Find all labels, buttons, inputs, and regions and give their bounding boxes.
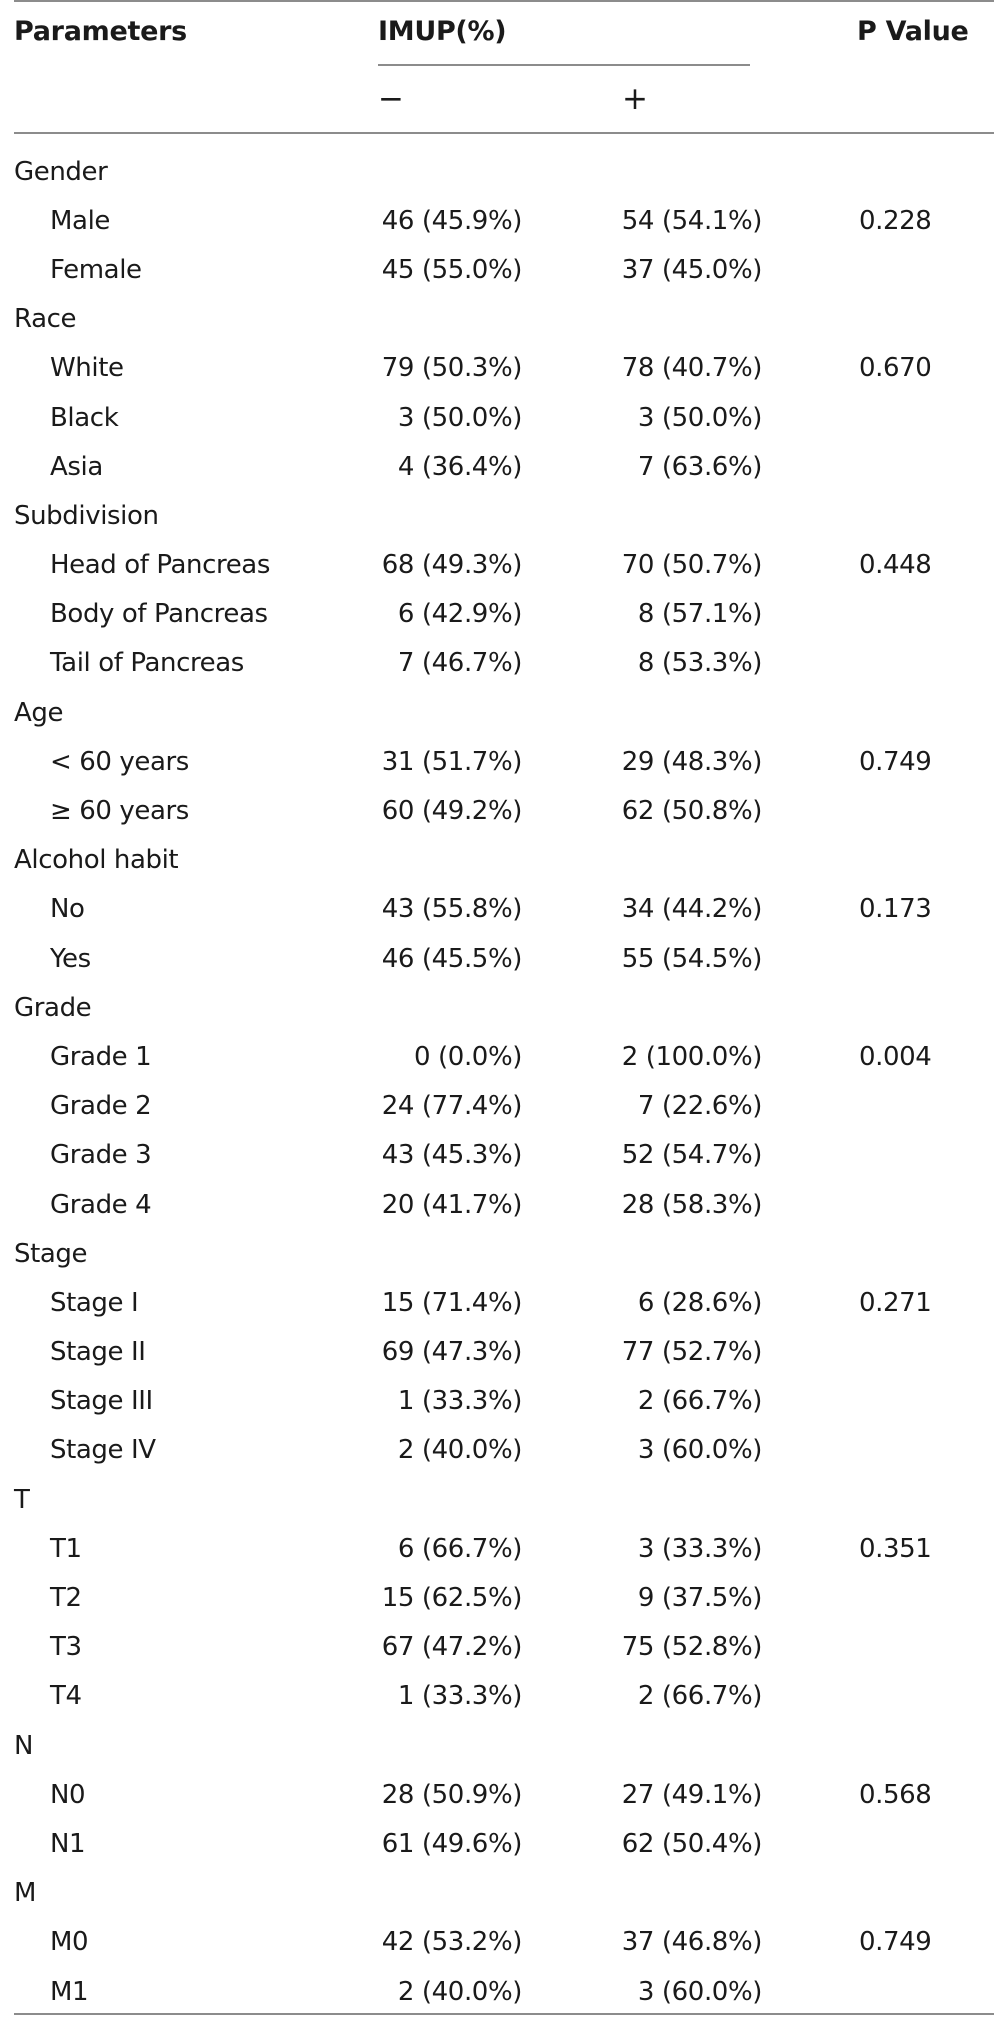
imup-negative-cell: 43 (45.3%) [381, 1140, 522, 1171]
imup-negative-cell: 3 (50.0%) [397, 402, 522, 433]
row-label: Stage III [50, 1386, 153, 1417]
imup-positive-cell: 34 (44.2%) [621, 894, 762, 925]
row-label: No [50, 894, 85, 925]
imup-positive-cell: 55 (54.5%) [621, 943, 762, 974]
row-label: M1 [50, 1976, 89, 2007]
p-value-cell: 0.228 [859, 205, 932, 236]
imup-negative-cell: 61 (49.6%) [381, 1828, 522, 1859]
table-row [0, 541, 994, 590]
imup-subheader-rule [378, 64, 750, 66]
imup-negative-cell: 15 (71.4%) [381, 1287, 522, 1318]
imup-positive-cell: 78 (40.7%) [621, 353, 762, 384]
table-row [0, 1032, 994, 1081]
p-value-cell: 0.670 [859, 353, 932, 384]
imup-negative-cell: 20 (41.7%) [381, 1189, 522, 1220]
imup-positive-cell: 77 (52.7%) [621, 1337, 762, 1368]
imup-negative-cell: 43 (55.8%) [381, 894, 522, 925]
table-row [0, 1082, 994, 1131]
row-label: Grade 3 [50, 1140, 152, 1171]
p-value-cell: 0.004 [859, 1041, 932, 1072]
table-row [0, 393, 994, 442]
row-label: < 60 years [50, 746, 189, 777]
header-rule [14, 132, 994, 134]
imup-positive-cell: 29 (48.3%) [621, 746, 762, 777]
table-body [0, 147, 994, 2016]
imup-negative-cell: 6 (66.7%) [397, 1533, 522, 1564]
p-value-cell: 0.351 [859, 1533, 932, 1564]
group-label: Gender [14, 156, 108, 187]
imup-positive-cell: 37 (45.0%) [621, 254, 762, 285]
imup-positive-cell: 8 (57.1%) [637, 599, 762, 630]
imup-negative-cell: 1 (33.3%) [397, 1681, 522, 1712]
group-row [0, 1475, 994, 1524]
group-label: T [14, 1484, 30, 1515]
group-label: Subdivision [14, 500, 159, 531]
group-row [0, 1229, 994, 1278]
row-label: T2 [50, 1583, 82, 1614]
group-row [0, 295, 994, 344]
imup-negative-cell: 6 (42.9%) [397, 599, 522, 630]
imup-negative-cell: 15 (62.5%) [381, 1583, 522, 1614]
table-row [0, 1278, 994, 1327]
imup-negative-cell: 28 (50.9%) [381, 1779, 522, 1810]
row-label: N1 [50, 1828, 86, 1859]
row-label: Stage I [50, 1287, 139, 1318]
imup-negative-cell: 0 (0.0%) [414, 1041, 522, 1072]
imup-negative-cell: 68 (49.3%) [381, 550, 522, 581]
imup-negative-cell: 2 (40.0%) [397, 1976, 522, 2007]
imup-positive-cell: 3 (50.0%) [637, 402, 762, 433]
imup-positive-cell: 28 (58.3%) [621, 1189, 762, 1220]
p-value-cell: 0.271 [859, 1287, 932, 1318]
group-label: Grade [14, 992, 92, 1023]
imup-positive-cell: 7 (22.6%) [637, 1091, 762, 1122]
table-row [0, 1770, 994, 1819]
group-label: Alcohol habit [14, 845, 179, 876]
imup-negative-cell: 7 (46.7%) [397, 648, 522, 679]
imup-negative-cell: 24 (77.4%) [381, 1091, 522, 1122]
group-row [0, 1721, 994, 1770]
imup-negative-cell: 45 (55.0%) [381, 254, 522, 285]
table-row [0, 1524, 994, 1573]
group-row [0, 836, 994, 885]
row-label: Male [50, 205, 110, 236]
imup-positive-cell: 62 (50.8%) [621, 796, 762, 827]
imup-negative-cell: 1 (33.3%) [397, 1386, 522, 1417]
top-rule [14, 0, 994, 2]
imup-positive-cell: 7 (63.6%) [637, 451, 762, 482]
group-label: M [14, 1878, 37, 1909]
table-row [0, 442, 994, 491]
row-label: T3 [50, 1632, 82, 1663]
imup-positive-cell: 3 (33.3%) [637, 1533, 762, 1564]
group-row [0, 983, 994, 1032]
row-label: Stage II [50, 1337, 146, 1368]
imup-positive-cell: 3 (60.0%) [637, 1435, 762, 1466]
imup-negative-cell: 2 (40.0%) [397, 1435, 522, 1466]
row-label: Black [50, 402, 119, 433]
group-row [0, 688, 994, 737]
p-value-cell: 0.749 [859, 746, 932, 777]
imup-negative-cell: 46 (45.9%) [381, 205, 522, 236]
row-label: Stage IV [50, 1435, 156, 1466]
imup-positive-cell: 2 (66.7%) [637, 1681, 762, 1712]
row-label: T1 [50, 1533, 82, 1564]
table-row [0, 885, 994, 934]
table-row [0, 344, 994, 393]
row-label: Grade 4 [50, 1189, 152, 1220]
imup-positive-cell: 37 (46.8%) [621, 1927, 762, 1958]
table-row [0, 196, 994, 245]
table-row [0, 1426, 994, 1475]
imup-positive-cell: 3 (60.0%) [637, 1976, 762, 2007]
imup-positive-cell: 2 (66.7%) [637, 1386, 762, 1417]
imup-negative-cell: 67 (47.2%) [381, 1632, 522, 1663]
header-p-value: P Value [857, 16, 969, 47]
header-imup: IMUP(%) [378, 16, 507, 47]
imup-negative-cell: 79 (50.3%) [381, 353, 522, 384]
row-label: Grade 1 [50, 1041, 152, 1072]
row-label: ≥ 60 years [50, 796, 189, 827]
row-label: Grade 2 [50, 1091, 152, 1122]
row-label: Body of Pancreas [50, 599, 268, 630]
imup-negative-cell: 46 (45.5%) [381, 943, 522, 974]
row-label: Tail of Pancreas [50, 648, 244, 679]
imup-positive-cell: 6 (28.6%) [637, 1287, 762, 1318]
row-label: M0 [50, 1927, 89, 1958]
group-row [0, 1869, 994, 1918]
table-row [0, 590, 994, 639]
table-row [0, 1573, 994, 1622]
p-value-cell: 0.448 [859, 550, 932, 581]
bottom-rule [14, 2013, 994, 2015]
table-row [0, 1819, 994, 1868]
row-label: Asia [50, 451, 103, 482]
header-imup-negative: − [378, 81, 404, 117]
group-label: Stage [14, 1238, 88, 1269]
group-row [0, 491, 994, 540]
row-label: Yes [50, 943, 91, 974]
table-row [0, 1967, 994, 2016]
table-row [0, 786, 994, 835]
header-imup-positive: + [622, 81, 648, 117]
table-row [0, 934, 994, 983]
imup-positive-cell: 2 (100.0%) [621, 1041, 762, 1072]
table-row [0, 1672, 994, 1721]
imup-positive-cell: 70 (50.7%) [621, 550, 762, 581]
imup-negative-cell: 69 (47.3%) [381, 1337, 522, 1368]
group-label: Age [14, 697, 64, 728]
table-row [0, 245, 994, 294]
table-row [0, 1918, 994, 1967]
row-label: T4 [50, 1681, 82, 1712]
table-row [0, 1328, 994, 1377]
imup-positive-cell: 62 (50.4%) [621, 1828, 762, 1859]
imup-positive-cell: 75 (52.8%) [621, 1632, 762, 1663]
imup-positive-cell: 9 (37.5%) [637, 1583, 762, 1614]
imup-negative-cell: 31 (51.7%) [381, 746, 522, 777]
imup-negative-cell: 42 (53.2%) [381, 1927, 522, 1958]
imup-negative-cell: 4 (36.4%) [397, 451, 522, 482]
p-value-cell: 0.173 [859, 894, 932, 925]
header-parameters: Parameters [14, 16, 187, 47]
imup-positive-cell: 52 (54.7%) [621, 1140, 762, 1171]
group-label: N [14, 1730, 34, 1761]
group-label: Race [14, 304, 77, 335]
row-label: N0 [50, 1779, 86, 1810]
row-label: Female [50, 254, 142, 285]
imup-negative-cell: 60 (49.2%) [381, 796, 522, 827]
table-row [0, 1377, 994, 1426]
p-value-cell: 0.568 [859, 1779, 932, 1810]
table-row [0, 1131, 994, 1180]
imup-positive-cell: 27 (49.1%) [621, 1779, 762, 1810]
table-row [0, 737, 994, 786]
table-row [0, 1623, 994, 1672]
imup-positive-cell: 8 (53.3%) [637, 648, 762, 679]
table-row [0, 639, 994, 688]
table-row [0, 1180, 994, 1229]
row-label: Head of Pancreas [50, 550, 270, 581]
row-label: White [50, 353, 124, 384]
p-value-cell: 0.749 [859, 1927, 932, 1958]
group-row [0, 147, 994, 196]
imup-positive-cell: 54 (54.1%) [621, 205, 762, 236]
